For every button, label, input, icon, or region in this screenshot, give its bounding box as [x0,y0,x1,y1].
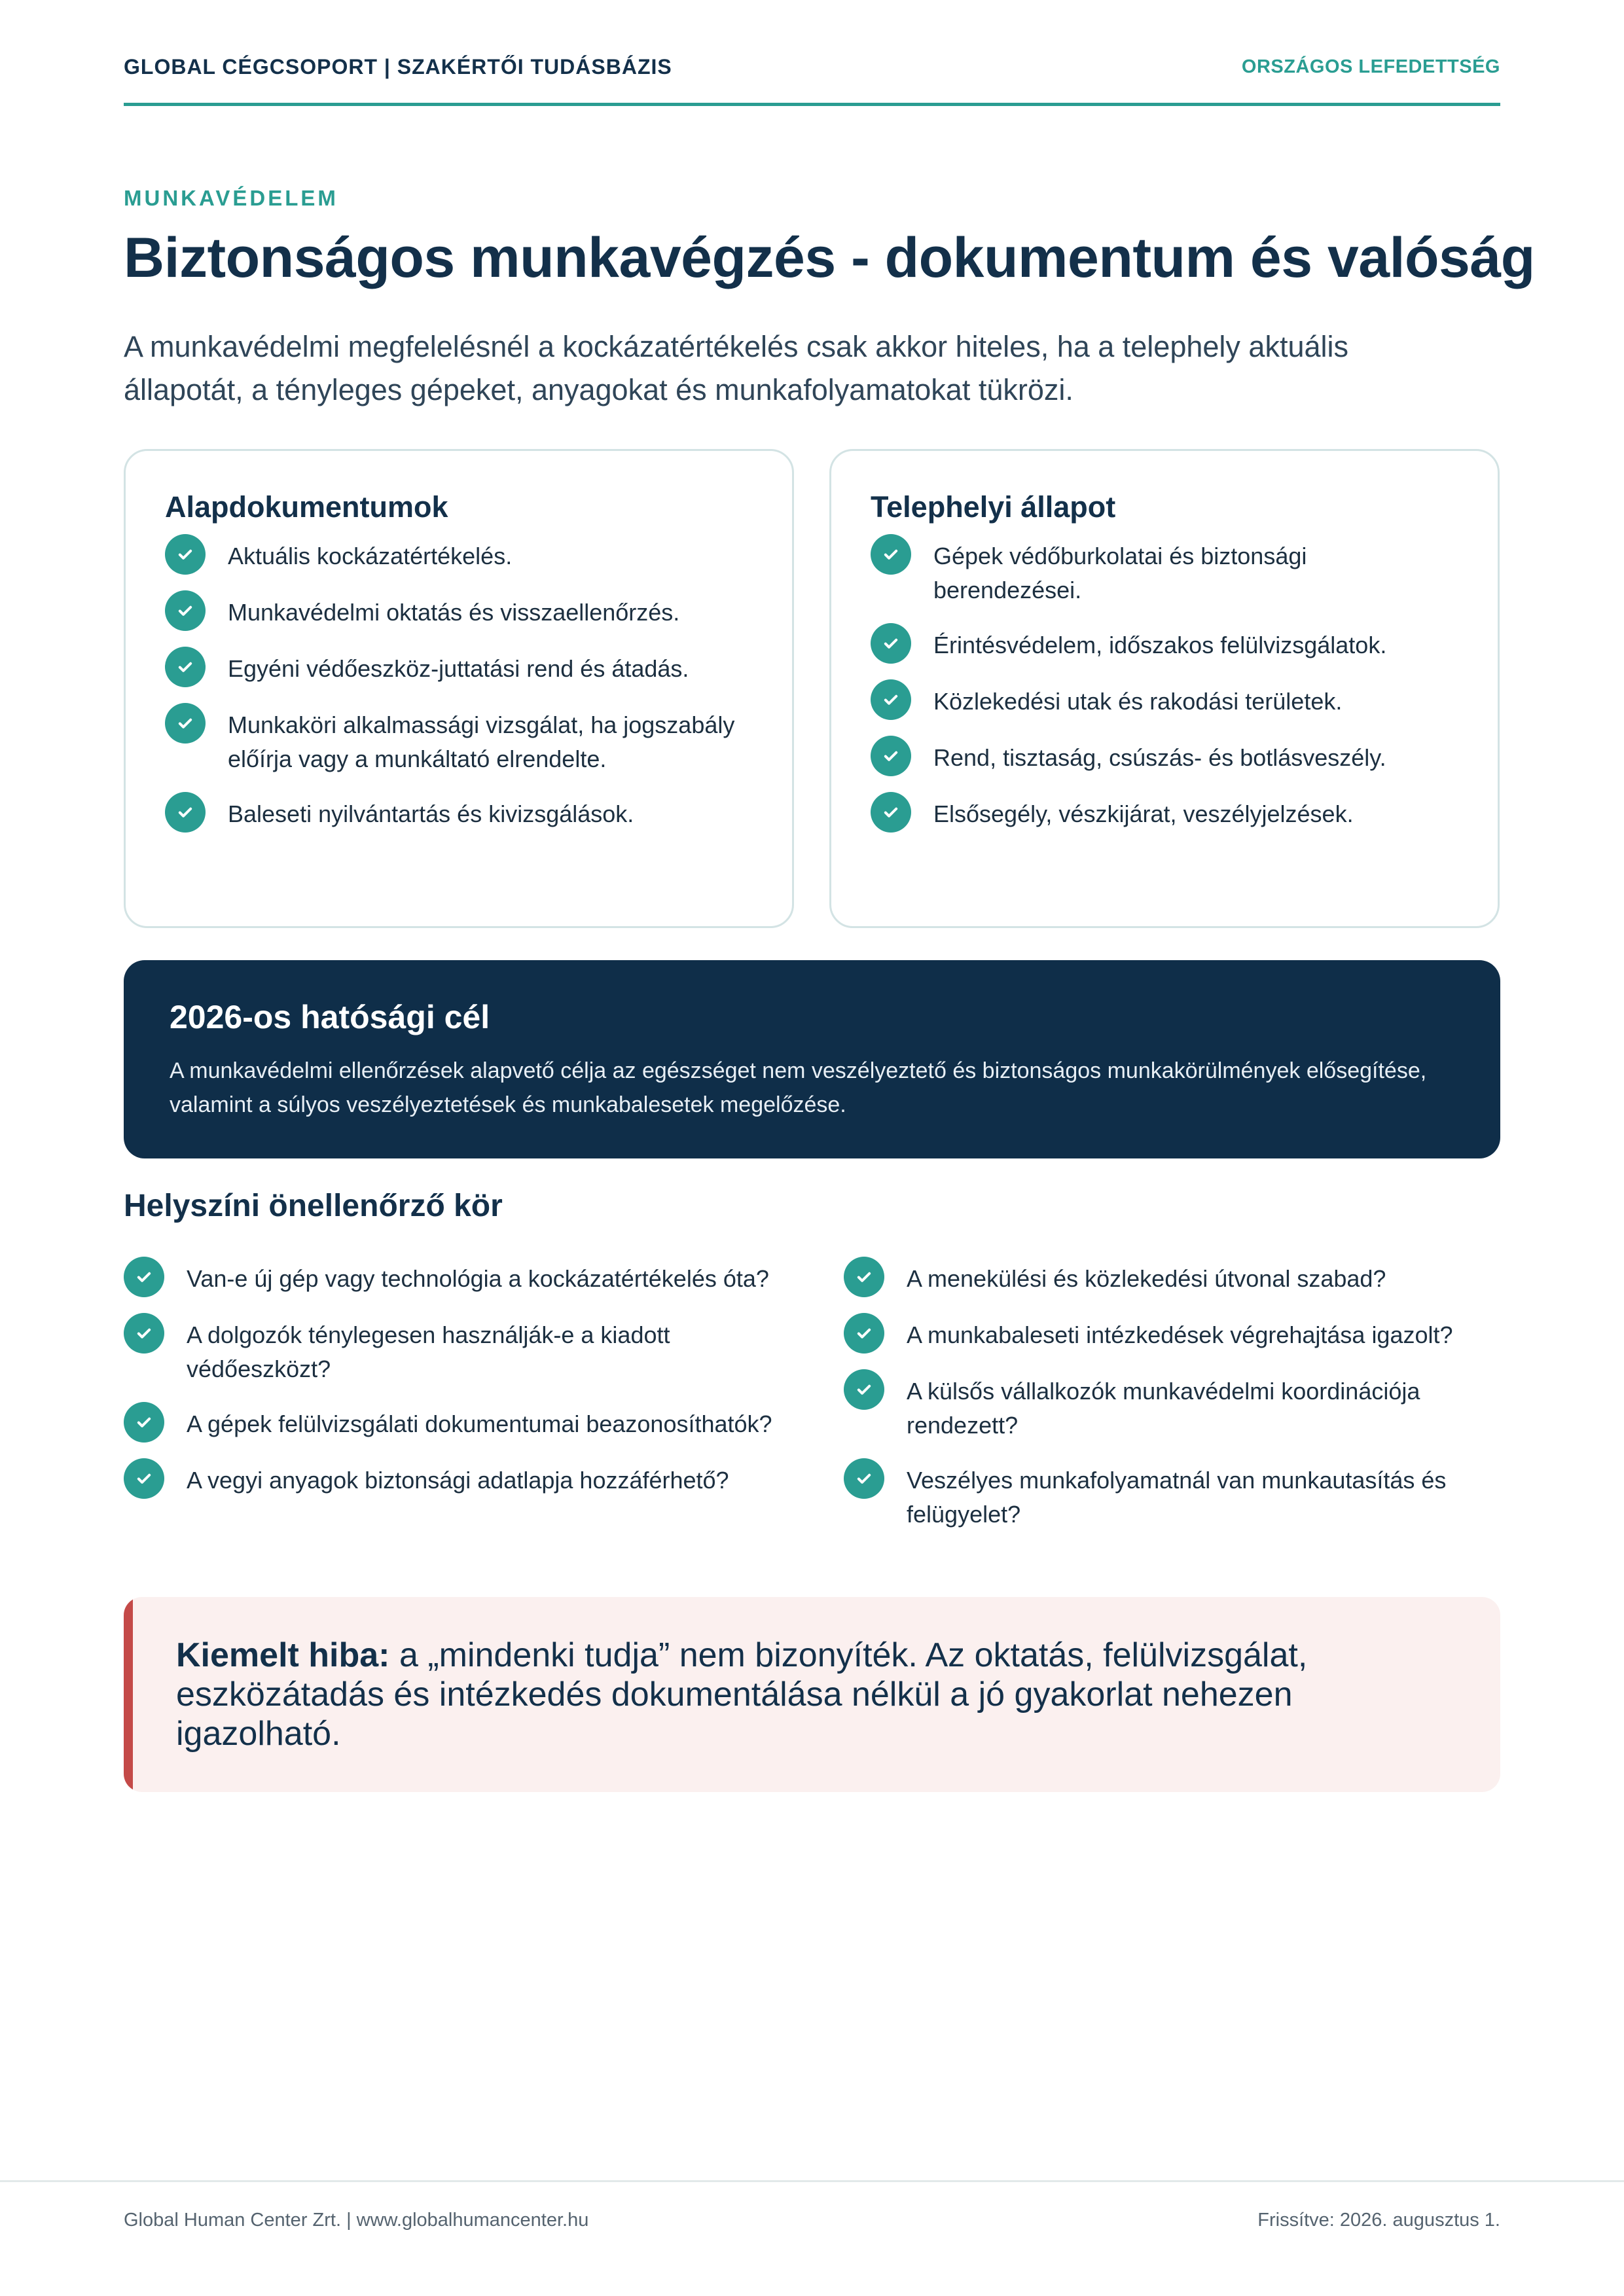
list-item-text: Gépek védőburkolatai és biztonsági berendezései. [933,543,1307,603]
list-item-text: Munkavédelmi oktatás és visszaellenőrzés. [228,599,680,626]
list-item [124,1463,778,1499]
footer-updated-date: Frissítve: 2026. augusztus 1. [1257,2210,1500,2231]
highlighted-error-callout [124,1597,1500,1792]
check-icon [844,1257,884,1297]
check-icon [165,590,206,631]
list-item [871,797,1460,833]
callout-text [176,1636,1459,1753]
list-item [124,1407,778,1443]
list-item-text: Érintésvédelem, időszakos felülvizsgálatok. [933,632,1387,658]
page-title: Biztonságos munkavégzés - dokumentum és valóság [124,226,1535,289]
page-header [124,52,1500,106]
list-item-text: Közlekedési utak és rakodási területek. [933,688,1343,715]
header-brand: GLOBAL CÉGCSOPORT | SZAKÉRTŐI TUDÁSBÁZIS [124,55,672,79]
list-item [844,1262,1498,1297]
list-item-text: A vegyi anyagok biztonsági adatlapja hozzáférhető? [187,1467,729,1494]
check-icon [844,1313,884,1354]
check-icon [871,534,911,575]
check-icon [871,679,911,720]
footer-divider [0,2180,1624,2182]
check-icon [165,792,206,833]
check-icon [124,1257,164,1297]
authority-goal-box [124,960,1500,1158]
header-coverage: ORSZÁGOS LEFEDETTSÉG [1241,56,1500,77]
list-item [165,652,754,687]
list-item-text: Aktuális kockázatértékelés. [228,543,513,569]
check-icon [165,647,206,687]
goal-title: 2026-os hatósági cél [170,999,490,1035]
list-item [871,741,1460,776]
callout-accent-bar [124,1597,133,1792]
list-item [165,797,754,833]
check-icon [165,534,206,575]
list-item-text: A külsős vállalkozók munkavédelmi koordinációja rendezett? [907,1378,1420,1439]
list-item [871,628,1460,664]
list-item-text: Elsősegély, vészkijárat, veszélyjelzések. [933,800,1354,827]
list-item [165,539,754,575]
list-item-text: A munkabaleseti intézkedések végrehajtása igazolt? [907,1321,1453,1348]
checklist [165,539,754,853]
list-item [871,539,1460,607]
list-item [844,1463,1498,1532]
list-item [844,1374,1498,1443]
check-icon [124,1313,164,1354]
check-icon [844,1458,884,1499]
list-item [124,1318,778,1386]
card-title: Telephelyi állapot [871,490,1116,524]
section-kicker: MUNKAVÉDELEM [124,186,338,210]
self-check-list-right [844,1262,1498,1552]
callout-body: a „mindenki tudja” nem bizonyíték. Az oktatás, felülvizsgálat, eszközátadás és intézkedés dokumentálása nélkül a jó gyakorlat nehezen igazolható. [176,1636,1308,1753]
lead-paragraph: A munkavédelmi megfelelésnél a kockázatértékelés csak akkor hiteles, ha a telephely aktuális állapotát, a tényleges gépeket, anyagokat és munkafolyamatokat tükrözi. [124,330,1348,406]
check-icon [871,792,911,833]
list-item [124,1262,778,1297]
list-item-text: Veszélyes munkafolyamatnál van munkautasítás és felügyelet? [907,1467,1447,1528]
list-item-text: A menekülési és közlekedési útvonal szabad? [907,1265,1386,1292]
card-title: Alapdokumentumok [165,490,448,524]
self-check-list-left [124,1262,778,1520]
list-item [165,596,754,631]
check-icon [871,736,911,776]
check-icon [124,1458,164,1499]
checklist [871,539,1460,853]
footer-company: Global Human Center Zrt. | www.globalhumancenter.hu [124,2210,589,2231]
list-item-text: Munkaköri alkalmassági vizsgálat, ha jogszabály előírja vagy a munkáltató elrendelte. [228,711,735,772]
check-icon [165,703,206,744]
check-icon [871,623,911,664]
check-icon [124,1402,164,1443]
self-check-title: Helyszíni önellenőrző kör [124,1189,503,1223]
list-item-text: A dolgozók ténylegesen használják-e a kiadott védőeszközt? [187,1321,670,1382]
list-item [844,1318,1498,1354]
list-item-text: A gépek felülvizsgálati dokumentumai beazonosíthatók? [187,1410,772,1437]
list-item [165,708,754,776]
card-site-condition [829,449,1500,928]
list-item-text: Egyéni védőeszköz-juttatási rend és átadás. [228,655,689,682]
list-item-text: Baleseti nyilvántartás és kivizsgálások. [228,800,634,827]
list-item-text: Van-e új gép vagy technológia a kockázatértékelés óta? [187,1265,769,1292]
list-item [871,685,1460,720]
check-icon [844,1369,884,1410]
card-base-documents [124,449,794,928]
goal-text: A munkavédelmi ellenőrzések alapvető célja az egészséget nem veszélyeztető és biztonságos munkakörülmények elősegítése, valamint a súlyos veszélyeztetések és munkabalesetek megelőzése. [170,1058,1427,1117]
list-item-text: Rend, tisztaság, csúszás- és botlásveszély. [933,744,1386,771]
callout-label: Kiemelt hiba: [176,1636,390,1674]
